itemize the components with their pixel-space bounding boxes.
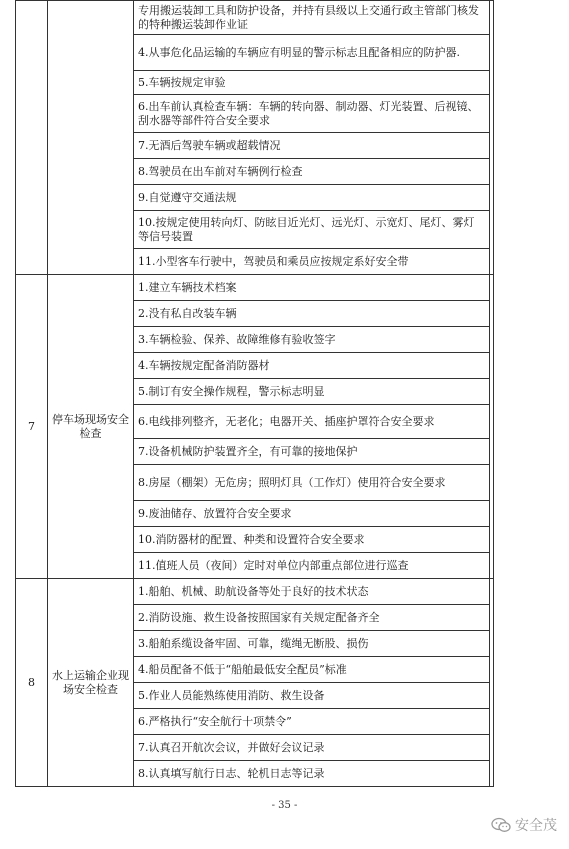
check-item: 专用搬运装卸工具和防护设备，并持有县级以上交通行政主管部门核发的特种搬运装卸作业证 xyxy=(134,1,490,35)
check-item: 8.认真填写航行日志、轮机日志等记录 xyxy=(134,761,490,787)
table-row xyxy=(16,275,494,301)
check-item: 3.船舶系缆设备牢固、可靠，缆绳无断股、损伤 xyxy=(134,631,490,657)
check-item: 7.认真召开航次会议，并做好会议记录 xyxy=(134,735,490,761)
safety-checklist-table xyxy=(15,0,494,787)
check-item: 9.废油储存、放置符合安全要求 xyxy=(134,501,490,527)
result-column-cell xyxy=(490,1,494,275)
check-item: 7.无酒后驾驶车辆或超载情况 xyxy=(134,133,490,159)
check-item: 9.自觉遵守交通法规 xyxy=(134,185,490,211)
check-item: 1.船舶、机械、助航设备等处于良好的技术状态 xyxy=(134,579,490,605)
section-number-cell xyxy=(16,1,48,275)
check-item: 5.车辆按规定审验 xyxy=(134,71,490,95)
check-item: 6.出车前认真检查车辆：车辆的转向器、制动器、灯光装置、后视镜、刮水器等部件符合安全要求 xyxy=(134,95,490,133)
check-item: 7.设备机械防护装置齐全，有可靠的接地保护 xyxy=(134,439,490,465)
check-item: 11.值班人员（夜间）定时对单位内部重点部位进行巡查 xyxy=(134,553,490,579)
section-category-cell xyxy=(48,1,134,275)
check-item: 1.建立车辆技术档案 xyxy=(134,275,490,301)
check-item: 10.按规定使用转向灯、防眩目近光灯、远光灯、示宽灯、尾灯、雾灯等信号装置 xyxy=(134,211,490,249)
section-category: 停车场现场安全检查 xyxy=(48,275,134,579)
watermark-text: 安全茂 xyxy=(515,818,557,834)
check-item: 11.小型客车行驶中，驾驶员和乘员应按规定系好安全带 xyxy=(134,249,490,275)
wechat-icon xyxy=(491,817,511,833)
result-column-cell xyxy=(490,579,494,787)
watermark xyxy=(491,815,557,835)
check-item: 6.严格执行“安全航行十项禁令” xyxy=(134,709,490,735)
section-number: 8 xyxy=(16,579,48,787)
section-category: 水上运输企业现场安全检查 xyxy=(48,579,134,787)
check-item: 2.没有私自改装车辆 xyxy=(134,301,490,327)
check-item: 10.消防器材的配置、种类和设置符合安全要求 xyxy=(134,527,490,553)
check-item: 5.制订有安全操作规程，警示标志明显 xyxy=(134,379,490,405)
page-number: - 35 - xyxy=(271,800,298,811)
section-number: 7 xyxy=(16,275,48,579)
table-row xyxy=(16,579,494,605)
check-item: 8.房屋（棚架）无危房；照明灯具（工作灯）使用符合安全要求 xyxy=(134,465,490,501)
check-item: 6.电线排列整齐，无老化；电器开关、插座护罩符合安全要求 xyxy=(134,405,490,439)
check-item: 4.从事危化品运输的车辆应有明显的警示标志且配备相应的防护器. xyxy=(134,35,490,71)
check-item: 4.车辆按规定配备消防器材 xyxy=(134,353,490,379)
check-item: 4.船员配备不低于“船舶最低安全配员”标准 xyxy=(134,657,490,683)
check-item: 2.消防设施、救生设备按照国家有关规定配备齐全 xyxy=(134,605,490,631)
check-item: 8.驾驶员在出车前对车辆例行检查 xyxy=(134,159,490,185)
check-item: 3.车辆检验、保养、故障维修有验收签字 xyxy=(134,327,490,353)
table-row xyxy=(16,1,494,35)
result-column-cell xyxy=(490,275,494,579)
check-item: 5.作业人员能熟练使用消防、救生设备 xyxy=(134,683,490,709)
